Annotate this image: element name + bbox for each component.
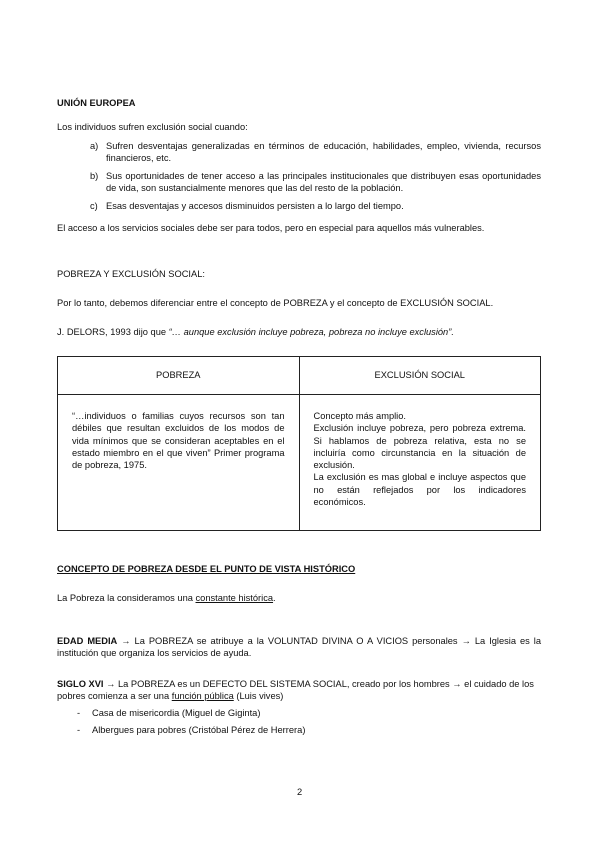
page-number: 2 [297, 787, 303, 797]
table-cell-pobreza [58, 395, 300, 531]
table-header-pobreza: POBREZA [58, 357, 300, 395]
siglo-xvi-text-2: el cuidado de los [461, 679, 534, 689]
edad-media-text-2: La Iglesia es la institución que organiza los servicios de ayuda. [57, 636, 542, 658]
list-marker-a: a) [90, 141, 99, 151]
funcion-publica: función pública [171, 691, 234, 701]
edad-media-paragraph [57, 635, 541, 659]
pobreza-line: Por lo tanto, debemos diferenciar entre el concepto de POBREZA y el concepto de EXCLUSIÓN SOCIAL. [57, 298, 494, 308]
table-header-exclusion: EXCLUSIÓN SOCIAL [299, 357, 541, 395]
historico-line-suffix: . [273, 593, 276, 603]
edad-media-label: EDAD MEDIA [57, 636, 118, 646]
list-marker-b: b) [90, 171, 99, 181]
exclusion-line-3: La exclusión es mas global e incluye aspectos que no están reflejados por los indicadores económicos. [313, 472, 526, 508]
eu-closing: El acceso a los servicios sociales debe ser para todos, pero en especial para aquellos más vulnerables. [57, 223, 485, 233]
siglo-xvi-line-2 [57, 690, 283, 702]
table-cell-exclusion [299, 395, 541, 531]
arrow-icon: → [106, 679, 116, 689]
edad-media-text-1: La POBREZA se atribuye a la VOLUNTAD DIVINA O A VICIOS personales [130, 636, 462, 646]
siglo-xvi-text-1: La POBREZA es un DEFECTO DEL SISTEMA SOCIAL, creado por los hombres [115, 679, 453, 689]
arrow-icon: → [121, 636, 131, 646]
delors-quote-prefix: J. DELORS, 1993 dijo que [57, 327, 169, 337]
siglo-xvi-label: SIGLO XVI [57, 679, 104, 689]
eu-heading: UNIÓN EUROPEA [57, 98, 136, 108]
siglo-xvi-line2-prefix: pobres comienza a ser una [57, 691, 172, 701]
delors-quote: “… aunque exclusión incluye pobreza, pobreza no incluye exclusión”. [168, 327, 454, 337]
list-marker: - [77, 725, 81, 735]
list-item-a: Sufren desventajas generalizadas en términos de educación, habilidades, empleo, vivienda, recursos financieros, etc. [106, 141, 541, 163]
pobreza-heading: POBREZA Y EXCLUSIÓN SOCIAL: [57, 269, 205, 279]
list-item-b: Sus oportunidades de tener acceso a las principales institucionales que distribuyen esas oportunidades de vida, son sustancialmente menores que las del resto de la población. [106, 171, 541, 193]
arrow-icon: → [452, 679, 462, 689]
pobreza-definition: “…individuos o familias cuyos recursos son tan débiles que resultan excluidos de los modos de vida mínimos que se consideran aceptables en el estado miembro en el que viven” Primer programa de pobreza, 1975. [72, 411, 285, 471]
arrow-icon: → [461, 636, 471, 646]
exclusion-line-1: Concepto más amplio. [313, 411, 406, 421]
historico-heading: CONCEPTO DE POBREZA DESDE EL PUNTO DE VISTA HISTÓRICO [57, 564, 356, 574]
siglo-xvi-line-1 [57, 678, 534, 690]
list-marker-c: c) [90, 201, 98, 211]
historico-line [57, 592, 276, 604]
delors-quote-line [57, 326, 454, 338]
siglo-xvi-line2-suffix: (Luis vives) [233, 691, 284, 701]
list-item-c: Esas desventajas y accesos disminuidos persisten a lo largo del tiempo. [106, 201, 404, 211]
eu-intro: Los individuos sufren exclusión social cuando: [57, 122, 248, 132]
constante-historica: constante histórica [195, 593, 274, 603]
list-item-casa: Casa de misericordia (Miguel de Giginta) [92, 708, 261, 718]
list-marker: - [77, 708, 81, 718]
historico-line-prefix: La Pobreza la consideramos una [57, 593, 196, 603]
list-item-albergues: Albergues para pobres (Cristóbal Pérez de Herrera) [92, 725, 306, 735]
comparison-table [57, 356, 541, 531]
exclusion-line-2: Exclusión incluye pobreza, pero pobreza extrema. Si hablamos de pobreza relativa, esta no se incluiría como circunstancia en la situación de exclusión. [313, 423, 526, 471]
